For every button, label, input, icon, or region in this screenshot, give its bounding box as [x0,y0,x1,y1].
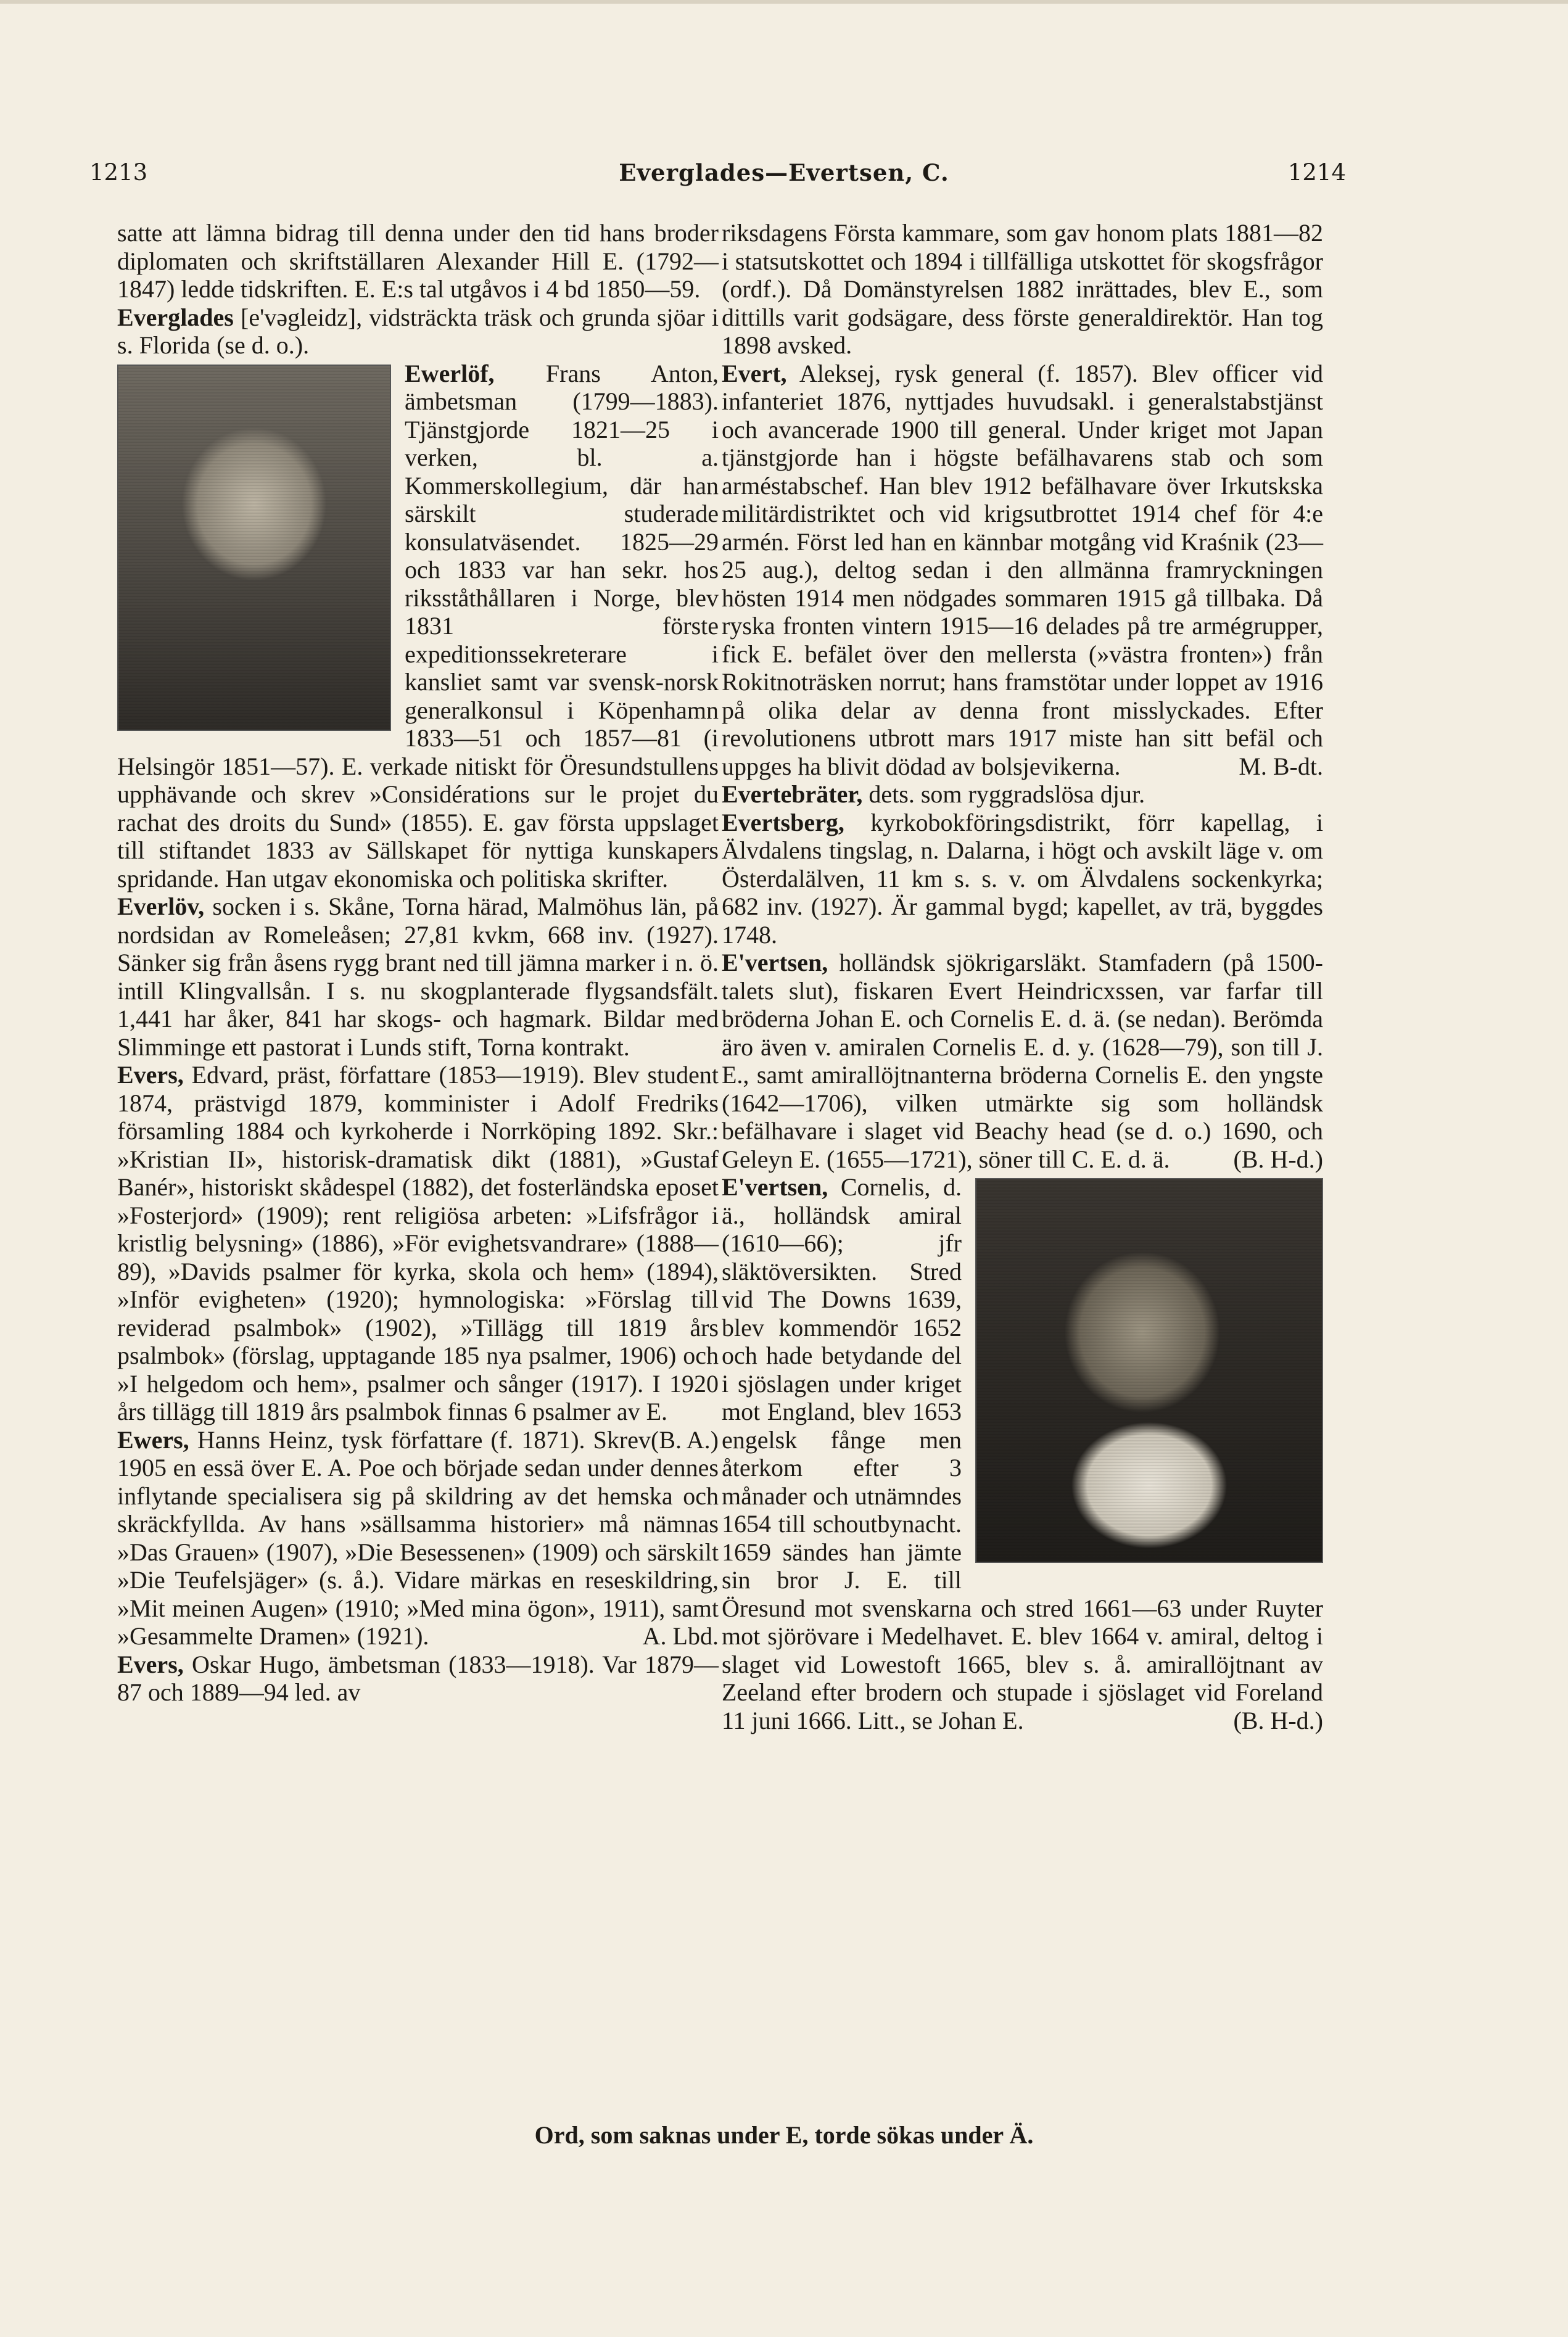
entry-evert: Evert, Aleksej, rysk general (f. 1857). Blev officer vid infanteriet 1876, nyttjades huvudsakl. i generalstabstjänst och avancerade 1900 till general. Under kriget mot Japan tjänstgjorde han i högste befälhavarens stab och som arméstabschef. Han blev 1912 befälhavare över Irkutskska militärdistriktet och vid krigsutbrottet 1914 chef för 4:e armén. Först led han en kännbar motgång vid Kraśnik (23—25 aug.), deltog sedan i den allmänna framryckningen hösten 1914 men nödgades sommaren 1915 gå tillbaka. Då ryska fronten vintern 1915—16 delades på tre armégrupper, fick E. befälet över den mellersta (»västra fronten») från Rokitnoträsken norrut; hans framstötar under loppet av 1916 på olika delar av denna front misslyckades. Efter revolutionens utbrott mars 1917 miste han sitt befäl och uppges ha blivit dödad av bolsjevikerna. M. B-dt. [722,359,1323,780]
signature: M. B-dt. [1239,752,1323,780]
signature: A. Lbd. [642,1622,719,1650]
entry-evers-oskar: Evers, Oskar Hugo, ämbetsman (1833—1918). Var 1879—87 och 1889—94 led. av [117,1650,719,1706]
entry-everlov: Everlöv, socken i s. Skåne, Torna härad, Malmöhus län, på nordsidan av Romeleåsen; 27,81 kvkm, 668 inv. (1927). Sänker sig från åsens rygg brant ned till jämna marker i n. ö. intill Klingvallsån. I s. nu skogplanterade flygsandsfält. 1,441 har åker, 841 har skogs- och hagmark. Bildar med Slimminge ett pastorat i Lunds stift, Torna kontrakt. [117,892,719,1061]
entry-ewers: Ewers, Hanns Heinz, tysk författare (f. 1871). Skrev 1905 en essä över E. A. Poe och började sedan under dennes inflytande specialisera sig på skildring av det hemska och skräckfyllda. Av hans »sällsamma historier» må nämnas »Das Grauen» (1907), »Die Besessenen» (1909) och särskilt »Die Teufelsjäger» (s. å.). Vidare märkas en reseskildring, »Mit meinen Augen» (1910; »Med mina ögon», 1911), samt »Gesammelte Dramen» (1921). A. Lbd. [117,1425,719,1650]
running-header [0,159,1568,196]
entry-evertsen-cornelis: E'vertsen, Cornelis, d. ä., holländsk amiral (1610—66); jfr släktöversikten. Stred vid The Downs 1639, blev kommendör 1652 och hade betydande del i sjöslagen under kriget mot England, blev 1653 engelsk fånge men återkom efter 3 månader och utnämndes 1654 till schoutbynacht. 1659 sändes han jämte sin bror J. E. till Öresund mot svenskarna och stred 1661—63 under Ruyter mot sjörövare i Medelhavet. E. blev 1664 v. amiral, deltog i slaget vid Lowestoft 1665, blev s. å. amirallöjtnant av Zeeland efter brodern och stupade i sjöslaget vid Foreland 11 juni 1666. Litt., se Johan E. (B. H-d.) [722,1173,1323,1734]
entry-ewerlof: Ewerlöf, Frans Anton, ämbetsman (1799—1883). Tjänstgjorde 1821—25 i verken, bl. a. Kommerskollegium, där han särskilt studerade konsulatväsendet. 1825—29 och 1833 var han sekr. hos riksståthållaren i Norge, blev 1831 förste expeditionssekreterare i kansliet samt var svensk-norsk generalkonsul i Köpenhamn 1833—51 och 1857—81 (i Helsingör 1851—57). E. verkade nitiskt för Öresundstullens upphävande och skrev »Considérations sur le projet du rachat des droits du Sund» (1855). E. gav första uppslaget till stiftandet 1833 av Sällskapet för nyttiga kunskapers spridande. Han utgav ekonomiska och politiska skrifter. [117,359,719,892]
signature: (B. A.) [651,1425,719,1454]
entry-continuation: riksdagens Första kammare, som gav honom plats 1881—82 i statsutskottet och 1894 i tillfälliga utskottet för skogsfrågor (ordf.). Då Domänstyrelsen 1882 inrättades, blev E., som dittills varit godsägare, dess förste generaldirektör. Han tog 1898 avsked. [722,219,1323,359]
portrait-ewerlof-image [117,365,391,731]
entry-evers-edvard: Evers, Edvard, präst, författare (1853—1919). Blev student 1874, prästvigd 1879, komminister i Adolf Fredriks församling 1884 och kyrkoherde i Norrköping 1892. Skr.: »Kristian II», historisk-dramatisk dikt (1881), »Gustaf Banér», historiskt skådespel (1882), det fosterländska eposet »Fosterjord» (1909); rent religiösa arbeten: »Lifsfrågor i kristlig belysning» (1886), »För evighetsvandrare» (1888—89), »Davids psalmer för kyrka, skola och hem» (1894), »Inför evigheten» (1920); hymnologiska: »Förslag till reviderad psalmbok» (1902), »Tillägg till 1819 års psalmbok» (förslag, upptagande 185 nya psalmer, 1906) och »I helgedom och hem», psalmer och sånger (1917). I 1920 års tillägg till 1819 års psalmbok finnas 6 psalmer av E. (B. A.) [117,1061,719,1454]
entry-evertsberg: Evertsberg, kyrkobokföringsdistrikt, förr kapellag, i Älvdalens tingslag, n. Dalarna, i högt och avskilt läge v. om Österdalälven, 11 km s. s. v. om Älvdalens sockenkyrka; 682 inv. (1927). Är gammal bygd; kapellet, av trä, byggdes 1748. [722,808,1323,949]
right-column [722,219,1323,1734]
left-column [117,219,719,1707]
page-number-left: 1213 [89,159,148,186]
entry-everglades: Everglades [e'vəgleidz], vidsträckta träsk och grunda sjöar i s. Florida (se d. o.). [117,303,719,359]
page-edge [0,0,1568,4]
entry-continuation: satte att lämna bidrag till denna under den tid hans broder diplomaten och skriftställaren Alexander Hill E. (1792—1847) ledde tidskriften. E. E:s tal utgåvos i 4 bd 1850—59. [117,219,719,303]
page-title: Everglades—Evertsen, C. [619,159,949,186]
portrait-evertsen-image [975,1178,1323,1563]
entry-evertsen-family: E'vertsen, holländsk sjökrigarsläkt. Stamfadern (på 1500-talets slut), fiskaren Evert Heindricxssen, var farfar till bröderna Johan E. och Cornelis E. d. ä. (se nedan). Berömda äro även v. amiralen Cornelis E. d. y. (1628—79), son till J. E., samt amirallöjtnanterna bröderna Cornelis E. den yngste (1642—1706), vilken utmärkte sig som holländsk befälhavare i slaget vid Beachy head (se d. o.) 1690, och Geleyn E. (1655—1721), söner till C. E. d. ä. (B. H-d.) [722,949,1323,1173]
signature: (B. H-d.) [1233,1145,1323,1173]
entry-evertebrater: Evertebräter, dets. som ryggradslösa djur. [722,780,1145,808]
page-number-right: 1214 [1287,159,1346,186]
signature: (B. H-d.) [1233,1706,1323,1734]
footer-note: Ord, som saknas under E, torde sökas under Ä. [534,2121,1034,2149]
